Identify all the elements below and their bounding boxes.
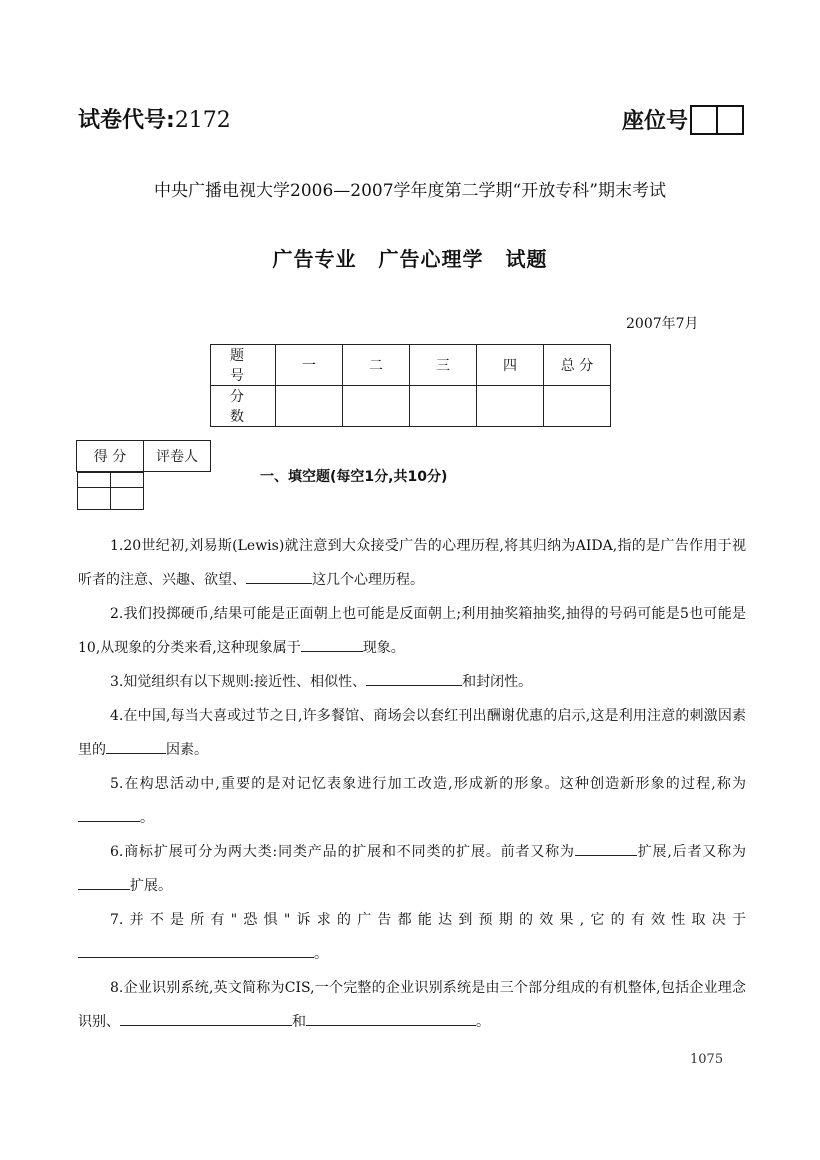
score-table-header: 题 号 [211, 345, 276, 386]
page-number: 1075 [690, 1052, 724, 1067]
grader-name-label: 评卷人 [144, 441, 211, 472]
grader-name-cell [110, 473, 143, 510]
grader-score-label: 得 分 [77, 441, 144, 472]
subject-title: 广告专业 广告心理学 试题 [272, 247, 548, 271]
question-8: 8.企业识别系统,英文简称为CIS,一个完整的企业识别系统是由三个部分组成的有机整体,包括企业理念识别、 和 。 [78, 980, 746, 1030]
answer-blank [120, 1010, 292, 1026]
score-table-row-label: 分 数 [211, 386, 276, 427]
score-table-col-1: 一 [276, 345, 343, 386]
score-table-col-2: 二 [343, 345, 410, 386]
answer-blank [78, 806, 140, 822]
exam-title: 中央广播电视大学2006—2007学年度第二学期“开放专科”期末考试 [154, 181, 666, 201]
score-cell [276, 386, 343, 427]
score-cell [544, 386, 611, 427]
exam-code-value: 2172 [174, 108, 231, 133]
answer-blank [78, 942, 314, 958]
question-3: 3.知觉组织有以下规则:接近性、相似性、 和封闭性。 [78, 665, 746, 699]
score-cell [343, 386, 410, 427]
seat-number-label: 座位号 [622, 109, 689, 134]
answer-blank [301, 636, 363, 652]
question-1: 1.20世纪初,刘易斯(Lewis)就注意到大众接受广告的心理历程,将其归纳为AIDA,指的是广告作用于视听者的注意、兴趣、欲望、 这几个心理历程。 [78, 538, 746, 588]
answer-blank [246, 568, 312, 584]
answer-blank [575, 840, 637, 856]
score-table [210, 344, 611, 427]
answer-blank [306, 1010, 476, 1026]
seat-number-boxes [690, 105, 744, 135]
exam-date: 2007年7月 [626, 316, 699, 332]
question-7: 7.并不是所有"恐惧"诉求的广告都能达到预期的效果,它的有效性取决于。 [78, 903, 746, 971]
exam-code-label: 试卷代号: [78, 108, 175, 133]
score-cell [477, 386, 544, 427]
grader-table [76, 440, 211, 492]
exam-code [78, 103, 231, 134]
question-5: 5.在构思活动中,重要的是对记忆表象进行加工改造,形成新的形象。这种创造新形象的过程,称为。 [78, 767, 746, 835]
score-table-col-3: 三 [410, 345, 477, 386]
score-cell [410, 386, 477, 427]
score-table-col-total: 总 分 [544, 345, 611, 386]
score-table-col-4: 四 [477, 345, 544, 386]
grader-score-cell [77, 473, 110, 510]
section-title: 一、填空题(每空1分,共10分) [260, 469, 448, 485]
question-4: 4.在中国,每当大喜或过节之日,许多餐馆、商场会以套红刊出酬谢优惠的启示,这是利用注意的刺激因素里的 因素。 [78, 708, 746, 758]
question-2: 2.我们投掷硬币,结果可能是正面朝上也可能是反面朝上;利用抽奖箱抽奖,抽得的号码可能是5也可能是10,从现象的分类来看,这种现象属于 现象。 [78, 606, 746, 656]
answer-blank [366, 670, 462, 686]
question-6: 6.商标扩展可分为两大类:同类产品的扩展和不同类的扩展。前者又称为 扩展,后者又称为扩展。 [78, 835, 746, 903]
answer-blank [78, 874, 130, 890]
answer-blank [106, 738, 166, 754]
seat-number [622, 104, 744, 135]
